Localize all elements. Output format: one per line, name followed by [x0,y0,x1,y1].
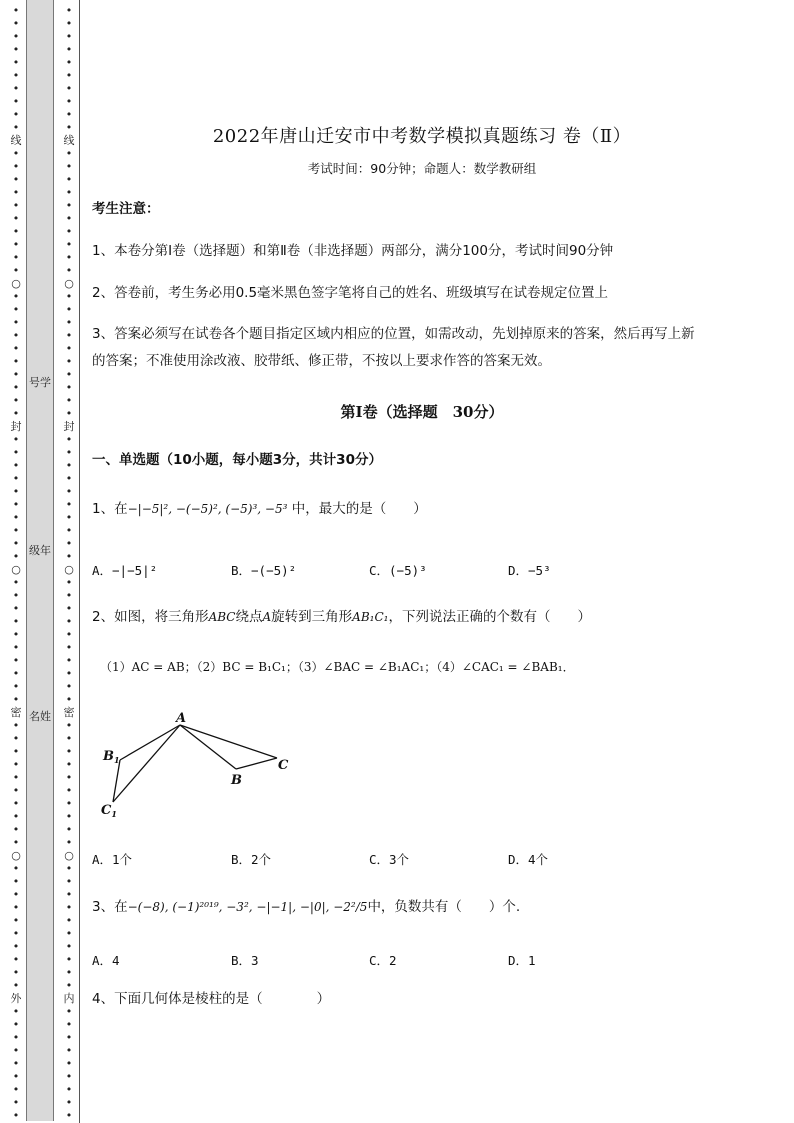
segment-ab1 [120,725,180,760]
binding-dot: • [65,810,73,823]
binding-dot: • [65,433,73,446]
binding-dot: • [12,160,20,173]
segment-ac1 [113,725,180,802]
binding-dot: • [12,641,20,654]
binding-dot: • [12,888,20,901]
binding-label: ○ [11,277,21,290]
notice-item-3-cont: 的答案；不准使用涂改液、胶带纸、修正带，不按以上要求作答的答案无效。 [92,353,551,369]
binding-dot: • [12,979,20,992]
binding-label: ○ [11,563,21,576]
binding-dot: • [65,108,73,121]
binding-dot: • [12,485,20,498]
binding-dot: • [12,589,20,602]
binding-dot: • [65,355,73,368]
binding-dot: • [12,82,20,95]
notice-heading: 考生注意： [92,201,160,217]
notice-item-3: 3、答案必须写在试卷各个题目指定区域内相应的位置，如需改动，先划掉原来的答案，然后再写上新 [92,326,695,342]
binding-dot: • [65,381,73,394]
binding-dot: • [65,407,73,420]
q2-option-b[interactable]: B．2个 [231,852,272,867]
label-c1: $C_1$ [101,803,117,819]
binding-dot: • [65,771,73,784]
binding-dot: • [12,251,20,264]
binding-dot: • [12,628,20,641]
binding-dot: • [12,732,20,745]
binding-dot: • [12,836,20,849]
binding-dot: • [65,147,73,160]
binding-dot: • [65,901,73,914]
binding-dot: • [65,797,73,810]
binding-dot: • [65,927,73,940]
binding-dot: • [12,1005,20,1018]
binding-dot: • [12,407,20,420]
label-b: B [231,773,242,788]
q1-option-a[interactable]: A．−|−5|² [92,563,158,578]
binding-dot: • [12,303,20,316]
binding-dot: • [65,628,73,641]
q2-option-a[interactable]: A．1个 [92,852,133,867]
binding-dot: • [12,1083,20,1096]
binding-dot: • [65,212,73,225]
binding-dot: • [12,693,20,706]
binding-dot: • [65,225,73,238]
binding-dot: • [65,758,73,771]
binding-dot: • [65,524,73,537]
q3-option-a[interactable]: A．4 [92,953,120,968]
binding-dot: • [12,550,20,563]
binding-dot: • [65,173,73,186]
binding-dot: • [12,1057,20,1070]
binding-dot: • [12,862,20,875]
binding-label: 外 [10,992,22,1005]
binding-dot: • [65,979,73,992]
binding-dot: • [12,667,20,680]
binding-dot: • [12,368,20,381]
binding-label: 线 [10,134,22,147]
binding-dot: • [12,914,20,927]
binding-dot: • [65,745,73,758]
binding-dot: • [12,43,20,56]
binding-dot: • [65,875,73,888]
outer-dotted-column [10,4,22,1122]
binding-dot: • [65,1018,73,1031]
binding-dot: • [65,446,73,459]
binding-dot: • [65,953,73,966]
binding-dot: • [65,43,73,56]
binding-dot: • [12,342,20,355]
name-label: 名姓 [29,710,51,723]
binding-dot: • [65,602,73,615]
binding-label: 密 [10,706,22,719]
binding-dot: • [12,238,20,251]
binding-dot: • [65,589,73,602]
page-title: 2022年唐山迁安市中考数学模拟真题练习 卷（Ⅱ） [212,126,632,147]
binding-dot: • [65,459,73,472]
binding-dot: • [65,186,73,199]
binding-dot: • [65,121,73,134]
question-2-stem: 2、如图，将三角形ABC绕点A旋转到三角形AB₁C₁，下列说法正确的个数有（ ） [92,609,591,625]
binding-dot: • [65,17,73,30]
binding-label: 封 [63,420,75,433]
binding-dot: • [12,17,20,30]
binding-label: 封 [10,420,22,433]
q3-option-c[interactable]: C．2 [369,953,397,968]
binding-dot: • [65,498,73,511]
binding-dot: • [65,472,73,485]
binding-dot: • [65,719,73,732]
binding-dot: • [65,95,73,108]
binding-dot: • [65,394,73,407]
binding-label: ○ [64,277,74,290]
binding-dot: • [65,238,73,251]
binding-dot: • [12,680,20,693]
binding-strip [26,0,54,1121]
binding-dot: • [12,719,20,732]
binding-dot: • [12,940,20,953]
class-label: 级年 [29,544,51,557]
binding-dot: • [12,576,20,589]
binding-dot: • [65,264,73,277]
binding-dot: • [12,1096,20,1109]
question-1-stem: 1、在−|−5|², −(−5)², (−5)³, −5³ 中，最大的是（ ） [92,501,427,517]
rotation-figure [96,706,296,821]
binding-dot: • [65,4,73,17]
binding-dot: • [65,511,73,524]
binding-label: 密 [63,706,75,719]
binding-dot: • [12,173,20,186]
segment-bc [236,758,277,769]
binding-dot: • [12,654,20,667]
q1-option-b[interactable]: B．−(−5)² [231,563,297,578]
binding-dot: • [65,823,73,836]
binding-dot: • [65,1031,73,1044]
binding-dot: • [65,56,73,69]
binding-dot: • [65,862,73,875]
binding-dot: • [12,745,20,758]
binding-dot: • [65,888,73,901]
binding-dot: • [12,810,20,823]
binding-dot: • [65,485,73,498]
binding-dot: • [12,212,20,225]
binding-dot: • [65,1083,73,1096]
binding-dot: • [65,615,73,628]
binding-dot: • [12,264,20,277]
binding-dot: • [12,446,20,459]
binding-dot: • [12,1070,20,1083]
q2-option-c[interactable]: C．3个 [369,852,410,867]
binding-dot: • [12,381,20,394]
binding-dot: • [65,368,73,381]
inner-dotted-column [63,4,75,1122]
binding-dot: • [12,199,20,212]
binding-dot: • [12,758,20,771]
q3-option-d[interactable]: D．1 [508,953,536,968]
segment-ab [180,725,236,769]
binding-dot: • [65,537,73,550]
binding-dot: • [65,329,73,342]
binding-dot: • [12,498,20,511]
page-subtitle: 考试时间：90分钟；命题人：数学教研组 [307,161,537,176]
binding-dot: • [12,225,20,238]
binding-dot: • [65,1044,73,1057]
binding-dot: • [65,654,73,667]
binding-dot: • [65,966,73,979]
binding-dot: • [65,1070,73,1083]
binding-dot: • [12,823,20,836]
question-4-stem: 4、下面几何体是棱柱的是（ ） [92,991,331,1007]
binding-dot: • [12,953,20,966]
binding-dot: • [12,30,20,43]
binding-label: ○ [64,563,74,576]
binding-dot: • [12,1031,20,1044]
binding-dot: • [12,602,20,615]
binding-dot: • [65,30,73,43]
binding-dot: • [12,108,20,121]
binding-label: ○ [64,849,74,862]
segment-ac [180,725,277,758]
binding-dot: • [65,199,73,212]
binding-dot: • [12,615,20,628]
binding-dot: • [12,1044,20,1057]
binding-dot: • [65,303,73,316]
binding-dot: • [12,394,20,407]
binding-dot: • [12,927,20,940]
binding-label: 内 [63,992,75,1005]
label-c: C [278,758,289,773]
student-number-label: 号学 [29,376,51,389]
notice-item-2: 2、答卷前，考生务必用0.5毫米黑色签字笔将自己的姓名、班级填写在试卷规定位置上 [92,285,609,301]
binding-dot: • [65,316,73,329]
q3-option-b[interactable]: B．3 [231,953,259,968]
binding-dot: • [12,875,20,888]
binding-dot: • [12,433,20,446]
q1-option-c[interactable]: C．(−5)³ [369,563,427,578]
binding-dot: • [65,693,73,706]
binding-dot: • [65,290,73,303]
question-2-statements: （1）AC = AB；（2）BC = B₁C₁；（3）∠BAC = ∠B₁AC₁；（4）∠CAC₁ = ∠BAB₁． [100,660,575,674]
binding-dot: • [12,966,20,979]
binding-dot: • [12,1109,20,1122]
part-title: 一、单选题（10小题，每小题3分，共计30分） [92,452,382,468]
binding-label: ○ [11,849,21,862]
binding-dot: • [12,316,20,329]
binding-dot: • [12,1018,20,1031]
binding-dot: • [12,121,20,134]
binding-dot: • [12,784,20,797]
binding-dot: • [12,56,20,69]
binding-dot: • [12,69,20,82]
binding-dot: • [65,69,73,82]
binding-dot: • [65,576,73,589]
q1-option-d[interactable]: D．−5³ [508,563,551,578]
binding-dot: • [12,147,20,160]
binding-dot: • [12,524,20,537]
binding-dot: • [12,901,20,914]
binding-dot: • [12,186,20,199]
binding-dot: • [12,511,20,524]
binding-dot: • [12,797,20,810]
binding-dot: • [65,82,73,95]
binding-dot: • [65,550,73,563]
binding-dot: • [65,667,73,680]
binding-dot: • [12,95,20,108]
binding-dot: • [65,836,73,849]
section-title: 第Ⅰ卷（选择题 30分） [340,403,504,421]
binding-dot: • [65,342,73,355]
binding-dot: • [12,537,20,550]
binding-dot: • [65,1096,73,1109]
binding-dot: • [65,251,73,264]
binding-line [79,0,80,1123]
label-a: A [176,711,187,726]
binding-dot: • [65,1109,73,1122]
q2-option-d[interactable]: D．4个 [508,852,549,867]
binding-dot: • [65,784,73,797]
binding-dot: • [12,771,20,784]
binding-label: 线 [63,134,75,147]
binding-dot: • [12,355,20,368]
binding-dot: • [12,329,20,342]
binding-dot: • [65,641,73,654]
binding-dot: • [65,914,73,927]
binding-dot: • [65,680,73,693]
binding-dot: • [12,4,20,17]
binding-dot: • [12,290,20,303]
binding-dot: • [12,472,20,485]
binding-dot: • [12,459,20,472]
binding-dot: • [65,940,73,953]
label-b1: $B_1$ [103,749,120,765]
notice-item-1: 1、本卷分第I卷（选择题）和第Ⅱ卷（非选择题）两部分，满分100分，考试时间90分钟 [92,243,614,259]
binding-dot: • [65,732,73,745]
binding-dot: • [65,160,73,173]
question-3-stem: 3、在−(−8), (−1)²⁰¹⁹, −3², −|−1|, −|0|, −2²/5中，负数共有（ ）个. [92,899,521,915]
binding-dot: • [65,1057,73,1070]
binding-dot: • [65,1005,73,1018]
